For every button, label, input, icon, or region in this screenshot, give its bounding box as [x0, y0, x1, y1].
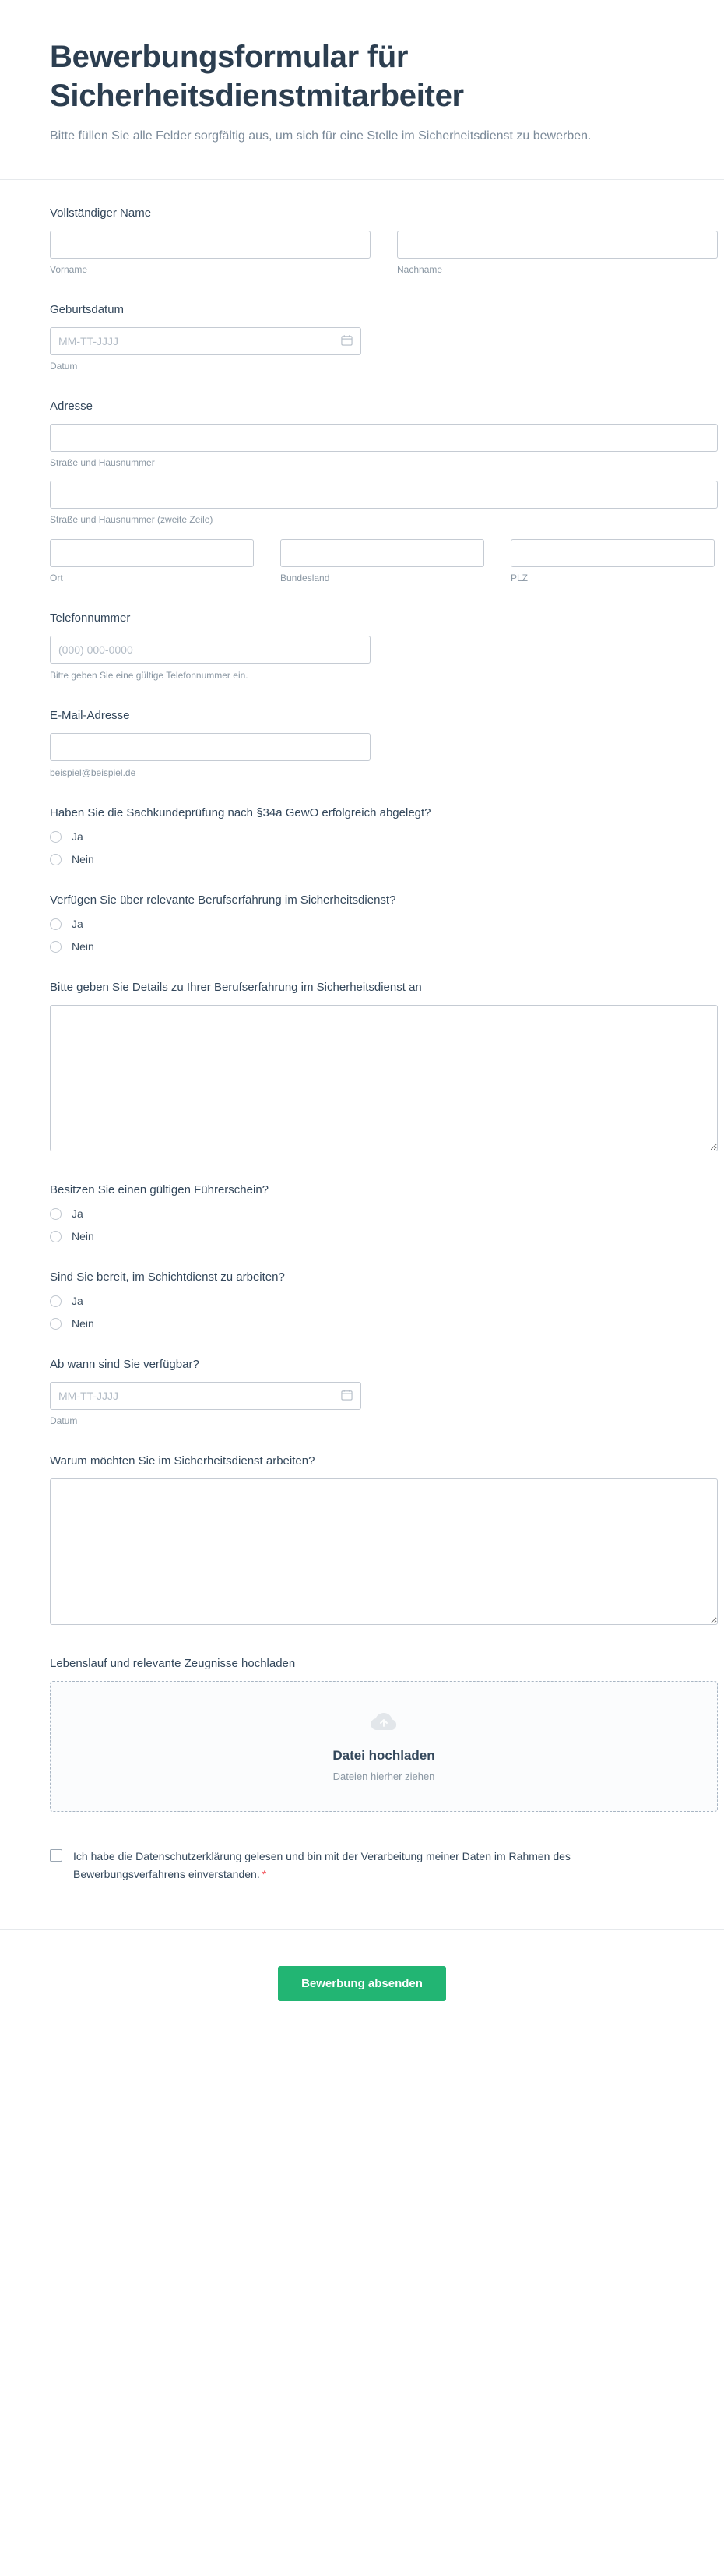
license-label: Besitzen Sie einen gültigen Führerschein?: [50, 1183, 269, 1197]
phone-input[interactable]: [50, 636, 371, 664]
state-input[interactable]: [280, 539, 484, 567]
radio-icon[interactable]: [50, 1295, 62, 1307]
field-sachkunde: [50, 806, 674, 865]
shift-option-label: Ja: [72, 1295, 83, 1308]
license-option-nein[interactable]: [50, 1230, 674, 1242]
shift-option-nein[interactable]: [50, 1317, 674, 1330]
consent-checkbox[interactable]: [50, 1849, 62, 1862]
experience-label: Verfügen Sie über relevante Berufserfahrung im Sicherheitsdienst?: [50, 893, 396, 907]
radio-icon[interactable]: [50, 1318, 62, 1330]
radio-icon[interactable]: [50, 831, 62, 843]
zip-sublabel: PLZ: [511, 573, 529, 584]
state-sublabel: Bundesland: [280, 573, 330, 584]
license-option-ja[interactable]: [50, 1207, 674, 1220]
field-file-upload: [50, 1657, 674, 1812]
city-group: [50, 539, 254, 583]
experience-details-label: Bitte geben Sie Details zu Ihrer Berufserfahrung im Sicherheitsdienst an: [50, 981, 422, 995]
last-name-input[interactable]: [397, 231, 718, 259]
license-option-label: Ja: [72, 1207, 83, 1221]
experience-option-nein[interactable]: [50, 940, 674, 953]
radio-icon[interactable]: [50, 1208, 62, 1220]
shift-label: Sind Sie bereit, im Schichtdienst zu arbeiten?: [50, 1270, 285, 1284]
address-city-state-zip-row: [50, 539, 674, 583]
field-motivation: [50, 1454, 674, 1629]
full-name-row: [50, 231, 674, 275]
available-from-input-wrap: [50, 1382, 361, 1410]
full-name-label: Vollständiger Name: [50, 206, 152, 220]
sachkunde-option-label: Nein: [72, 853, 94, 866]
cloud-upload-icon: [368, 1711, 399, 1737]
consent-row[interactable]: [50, 1848, 674, 1883]
first-name-group: [50, 231, 371, 275]
city-sublabel: Ort: [50, 573, 63, 584]
file-upload-label: Lebenslauf und relevante Zeugnisse hochladen: [50, 1657, 296, 1671]
field-experience: [50, 893, 674, 953]
email-input[interactable]: [50, 733, 371, 761]
phone-hint: Bitte geben Sie eine gültige Telefonnummer ein.: [50, 670, 248, 682]
zip-input[interactable]: [511, 539, 715, 567]
shift-option-label: Nein: [72, 1317, 94, 1330]
form-body: [0, 180, 724, 1898]
motivation-textarea[interactable]: [50, 1478, 718, 1625]
address-line2-sublabel: Straße und Hausnummer (zweite Zeile): [50, 514, 213, 526]
last-name-sublabel: Nachname: [397, 264, 443, 276]
consent-text: Ich habe die Datenschutzerklärung gelesen und bin mit der Verarbeitung meiner Daten im Rahmen des Bewerbungsverfahrens einverstanden.: [73, 1850, 571, 1880]
birthdate-input-wrap: [50, 327, 361, 355]
license-option-label: Nein: [72, 1230, 94, 1243]
birthdate-sublabel: Datum: [50, 361, 78, 372]
city-input[interactable]: [50, 539, 254, 567]
first-name-sublabel: Vorname: [50, 264, 88, 276]
first-name-input[interactable]: [50, 231, 371, 259]
field-available-from: [50, 1358, 674, 1426]
radio-icon[interactable]: [50, 941, 62, 953]
email-label: E-Mail-Adresse: [50, 709, 130, 723]
phone-label: Telefonnummer: [50, 611, 131, 625]
field-address: [50, 400, 674, 583]
field-experience-details: [50, 981, 674, 1155]
field-shift: [50, 1270, 674, 1330]
experience-radio-group: [50, 918, 674, 953]
shift-option-ja[interactable]: [50, 1295, 674, 1307]
birthdate-input[interactable]: [50, 327, 361, 355]
sachkunde-option-ja[interactable]: [50, 830, 674, 843]
required-mark: *: [262, 1867, 267, 1880]
available-from-label: Ab wann sind Sie verfügbar?: [50, 1358, 199, 1372]
consent-label: [73, 1848, 665, 1883]
sachkunde-radio-group: [50, 830, 674, 865]
experience-option-label: Nein: [72, 940, 94, 953]
address-line2-input[interactable]: [50, 481, 718, 509]
state-group: [280, 539, 484, 583]
address-line1-input[interactable]: [50, 424, 718, 452]
radio-icon[interactable]: [50, 854, 62, 865]
zip-group: [511, 539, 715, 583]
email-hint: beispiel@beispiel.de: [50, 767, 136, 779]
available-from-sublabel: Datum: [50, 1415, 78, 1427]
file-upload-dropzone[interactable]: [50, 1681, 718, 1812]
field-full-name: [50, 206, 674, 275]
address-label: Adresse: [50, 400, 93, 414]
address-line1-sublabel: Straße und Hausnummer: [50, 457, 155, 469]
license-radio-group: [50, 1207, 674, 1242]
motivation-label: Warum möchten Sie im Sicherheitsdienst arbeiten?: [50, 1454, 315, 1468]
field-email: [50, 709, 674, 778]
form-header: [0, 0, 724, 180]
experience-details-textarea[interactable]: [50, 1005, 718, 1151]
sachkunde-option-label: Ja: [72, 830, 83, 844]
field-phone: [50, 611, 674, 681]
available-from-input[interactable]: [50, 1382, 361, 1410]
experience-option-ja[interactable]: [50, 918, 674, 930]
sachkunde-option-nein[interactable]: [50, 853, 674, 865]
submit-button[interactable]: Bewerbung absenden: [278, 1966, 446, 2001]
file-upload-title[interactable]: Datei hochladen: [332, 1747, 435, 1763]
birthdate-label: Geburtsdatum: [50, 303, 125, 317]
sachkunde-label: Haben Sie die Sachkundeprüfung nach §34a GewO erfolgreich abgelegt?: [50, 806, 431, 820]
shift-radio-group: [50, 1295, 674, 1330]
field-birthdate: [50, 303, 674, 372]
radio-icon[interactable]: [50, 918, 62, 930]
field-license: [50, 1183, 674, 1242]
experience-option-label: Ja: [72, 918, 83, 931]
page-title: Bewerbungsformular für Sicherheitsdienstmitarbeiter: [50, 40, 464, 113]
radio-icon[interactable]: [50, 1231, 62, 1242]
form-footer: [0, 1929, 724, 2048]
last-name-group: [397, 231, 718, 275]
page-subtitle: Bitte füllen Sie alle Felder sorgfältig aus, um sich für eine Stelle im Sicherheitsdienst zu bewerben.: [50, 129, 592, 143]
file-upload-hint: Dateien hierher ziehen: [332, 1770, 435, 1782]
